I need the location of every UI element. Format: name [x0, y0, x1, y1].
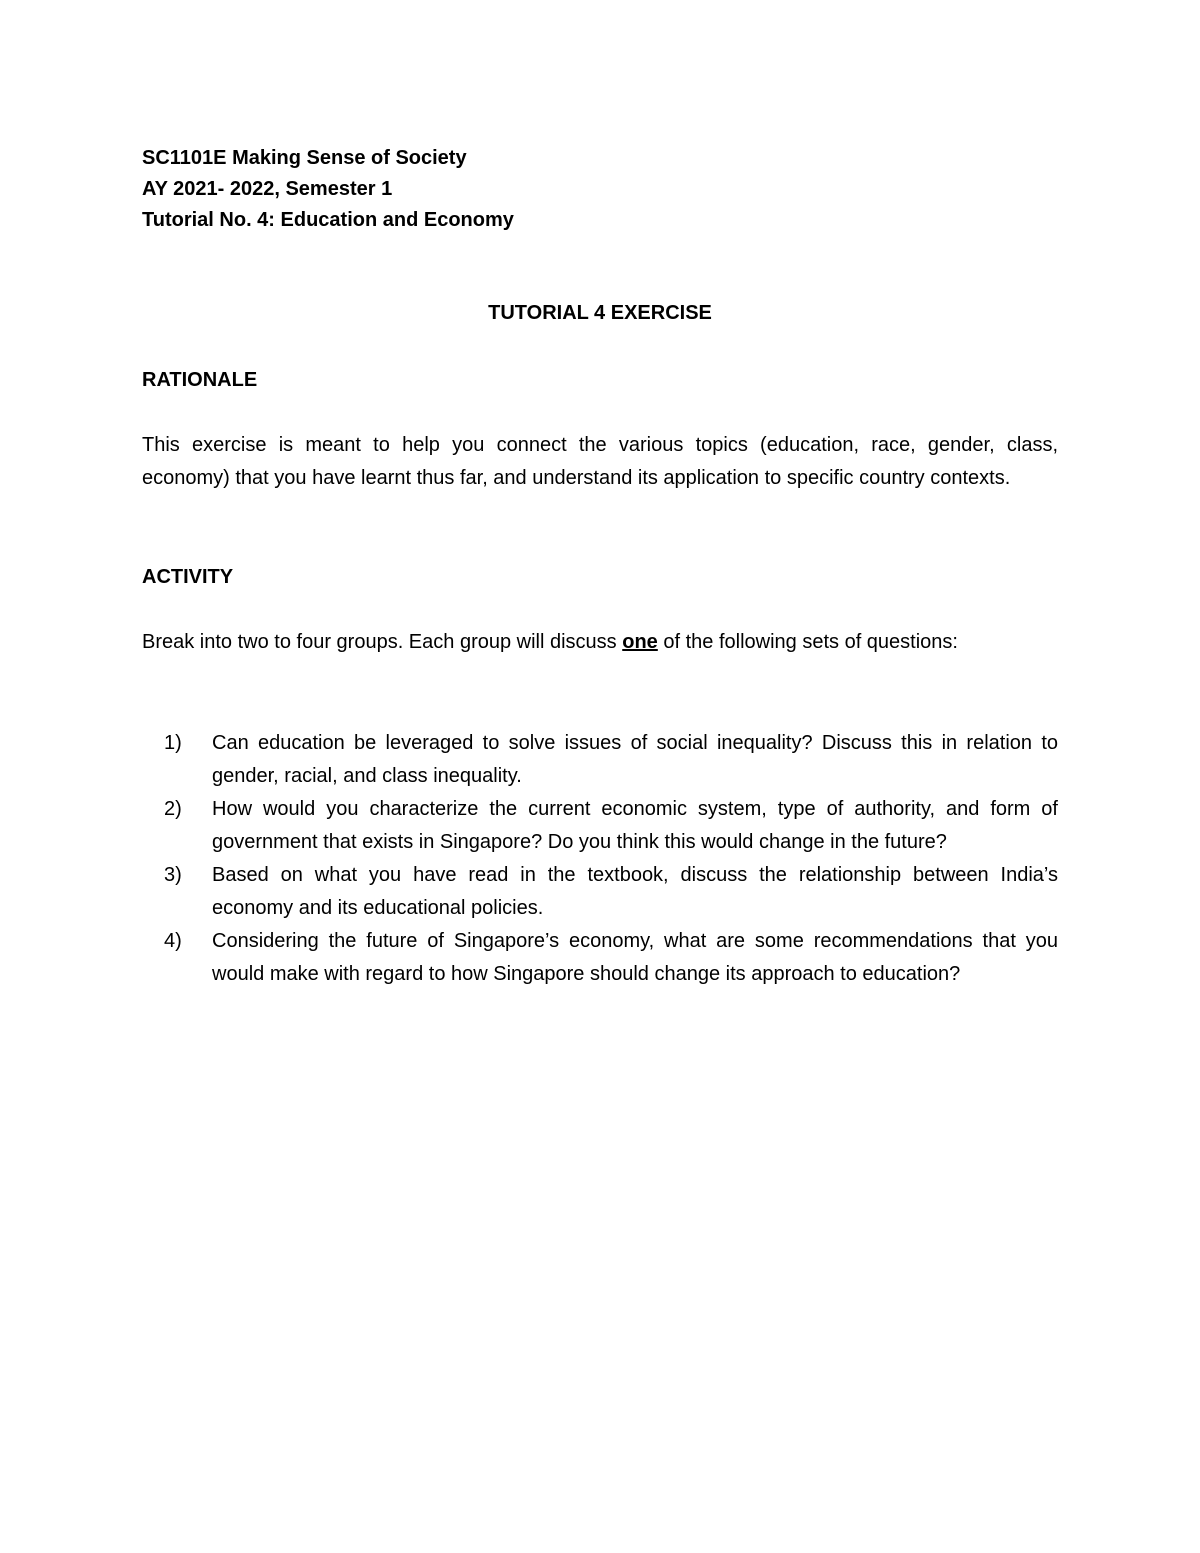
question-text: Can education be leveraged to solve issues of social inequality? Discuss this in relation to gender, racial, and class inequality. — [212, 732, 1058, 787]
question-item — [164, 925, 1058, 991]
exercise-title: TUTORIAL 4 EXERCISE — [488, 302, 712, 324]
question-item — [164, 859, 1058, 925]
rationale-heading: RATIONALE — [142, 369, 258, 391]
course-title: SC1101E Making Sense of Society — [142, 147, 467, 169]
activity-instruction — [142, 627, 1062, 657]
instruction-text-after: of the following sets of questions: — [657, 631, 958, 653]
question-number: 3) — [164, 864, 182, 886]
activity-heading: ACTIVITY — [142, 566, 234, 588]
question-list — [164, 727, 1058, 991]
academic-term: AY 2021- 2022, Semester 1 — [142, 178, 393, 200]
document-header — [142, 143, 1042, 236]
question-number: 1) — [164, 732, 182, 754]
question-text: How would you characterize the current economic system, type of authority, and form of government that exists in Singapore? Do you think this would change in the future? — [212, 798, 1058, 853]
question-number: 2) — [164, 798, 182, 820]
question-number: 4) — [164, 930, 182, 952]
question-item — [164, 793, 1058, 859]
question-text: Based on what you have read in the textbook, discuss the relationship between India’s economy and its educational policies. — [212, 864, 1058, 919]
instruction-emphasis: one — [622, 631, 658, 653]
rationale-paragraph: This exercise is meant to help you connect the various topics (education, race, gender, class, economy) that you have learnt thus far, and understand its application to specific country contexts. — [142, 434, 1058, 489]
question-text: Considering the future of Singapore’s economy, what are some recommendations that you would make with regard to how Singapore should change its approach to education? — [212, 930, 1058, 985]
instruction-text-before: Break into two to four groups. Each group will discuss — [142, 631, 623, 653]
tutorial-title: Tutorial No. 4: Education and Economy — [142, 209, 514, 231]
question-item — [164, 727, 1058, 793]
